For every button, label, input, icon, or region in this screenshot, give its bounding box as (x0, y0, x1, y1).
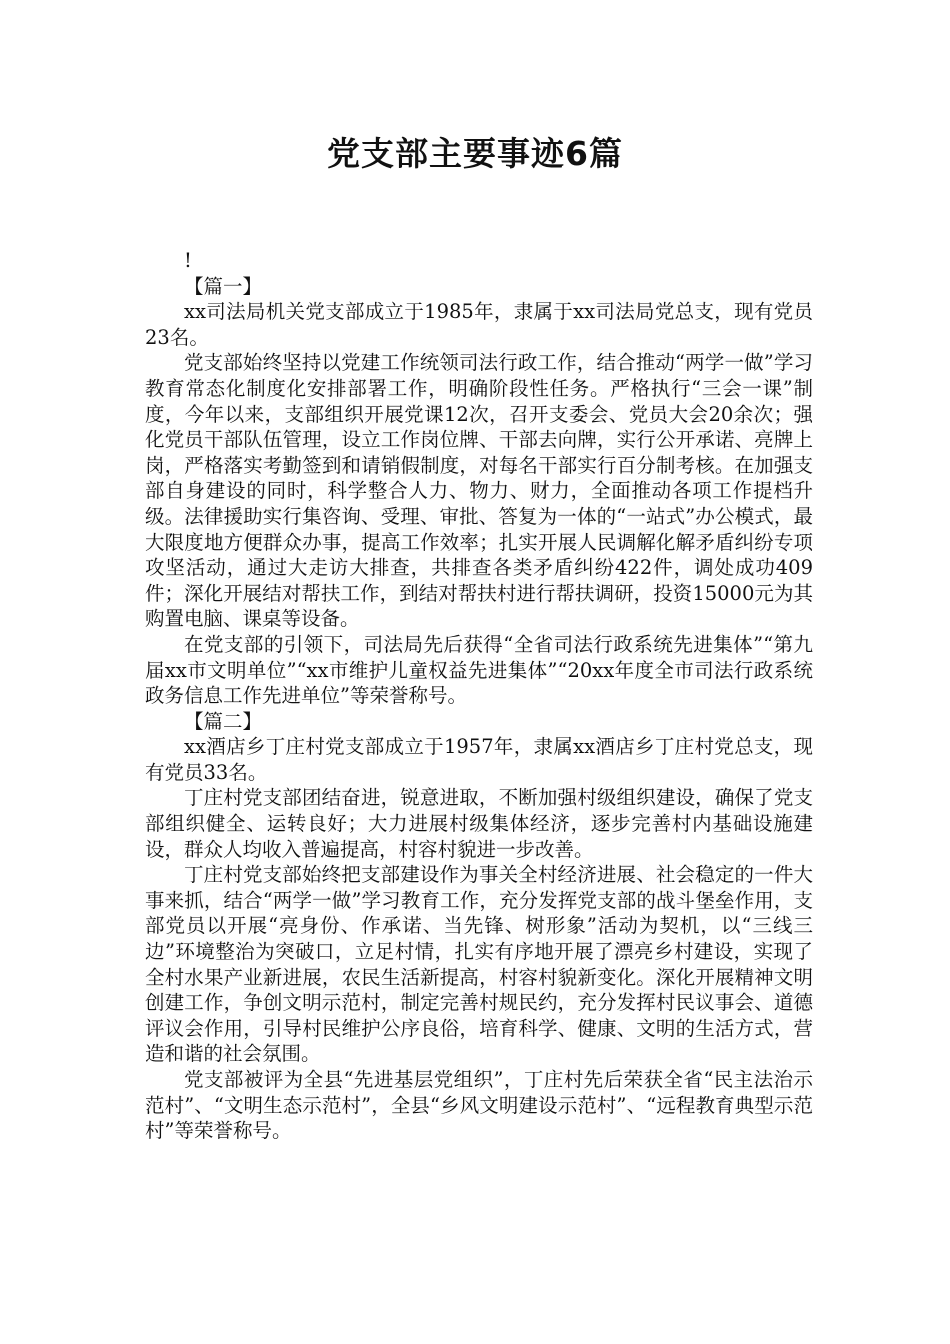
paragraph: xx酒店乡丁庄村党支部成立于1957年，隶属xx酒店乡丁庄村党总支，现有党员33名。 (145, 735, 813, 784)
paragraph: 在党支部的引领下，司法局先后获得“全省司法行政系统先进集体”“第九届xx市文明单位”“xx市维护儿童权益先进集体”“20xx年度全市司法行政系统政务信息工作先进单位”等荣誉称号。 (145, 632, 813, 708)
paragraph: 丁庄村党支部团结奋进，锐意进取，不断加强村级组织建设，确保了党支部组织健全、运转良好；大力进展村级集体经济，逐步完善村内基础设施建设，群众人均收入普遍提高，村容村貌进一步改善。 (145, 786, 813, 861)
paragraph: 党支部被评为全县“先进基层党组织”，丁庄村先后荣获全省“民主法治示范村”、“文明生态示范村”，全县“乡风文明建设示范村”、“远程教育典型示范村”等荣誉称号。 (145, 1068, 813, 1143)
stray-mark: ! (184, 249, 192, 272)
document-title: 党支部主要事迹6篇 (327, 134, 623, 173)
paragraph: 丁庄村党支部始终把支部建设作为事关全村经济进展、社会稳定的一件大事来抓，结合“两学一做”学习教育工作，充分发挥党支部的战斗堡垒作用，支部党员以开展“亮身份、作承诺、当先锋、树形象”活动为契机，以“三线三边”环境整治为突破口，立足村情，扎实有序地开展了漂亮乡村建设，实现了全村水果产业新进展，农民生活新提高，村容村貌新变化。深化开展精神文明创建工作，争创文明示范村，制定完善村规民约，充分发挥村民议事会、道德评议会作用，引导村民维护公序良俗，培育科学、健康、文明的生活方式，营造和谐的社会氛围。 (145, 863, 813, 1066)
section-heading-2: 【篇二】 (184, 709, 263, 733)
document-body (145, 248, 813, 1144)
paragraph: xx司法局机关党支部成立于1985年，隶属于xx司法局党总支，现有党员23名。 (145, 300, 813, 349)
paragraph: 党支部始终坚持以党建工作统领司法行政工作，结合推动“两学一做”学习教育常态化制度化安排部署工作，明确阶段性任务。严格执行“三会一课”制度，今年以来，支部组织开展党课12次，召开支委会、党员大会20余次；强化党员干部队伍管理，设立工作岗位牌、干部去向牌，实行公开承诺、亮牌上岗，严格落实考勤签到和请销假制度，对每名干部实行百分制考核。在加强支部自身建设的同时，科学整合人力、物力、财力，全面推动各项工作提档升级。法律援助实行集咨询、受理、审批、答复为一体的“一站式”办公模式，最大限度地方便群众办事，提高工作效率；扎实开展人民调解化解矛盾纠纷专项攻坚活动，通过大走访大排查，共排查各类矛盾纠纷422件，调处成功409件；深化开展结对帮扶工作，到结对帮扶村进行帮扶调研，投资15000元为其购置电脑、课桌等设备。 (145, 351, 813, 631)
section-heading-1: 【篇一】 (184, 274, 263, 298)
